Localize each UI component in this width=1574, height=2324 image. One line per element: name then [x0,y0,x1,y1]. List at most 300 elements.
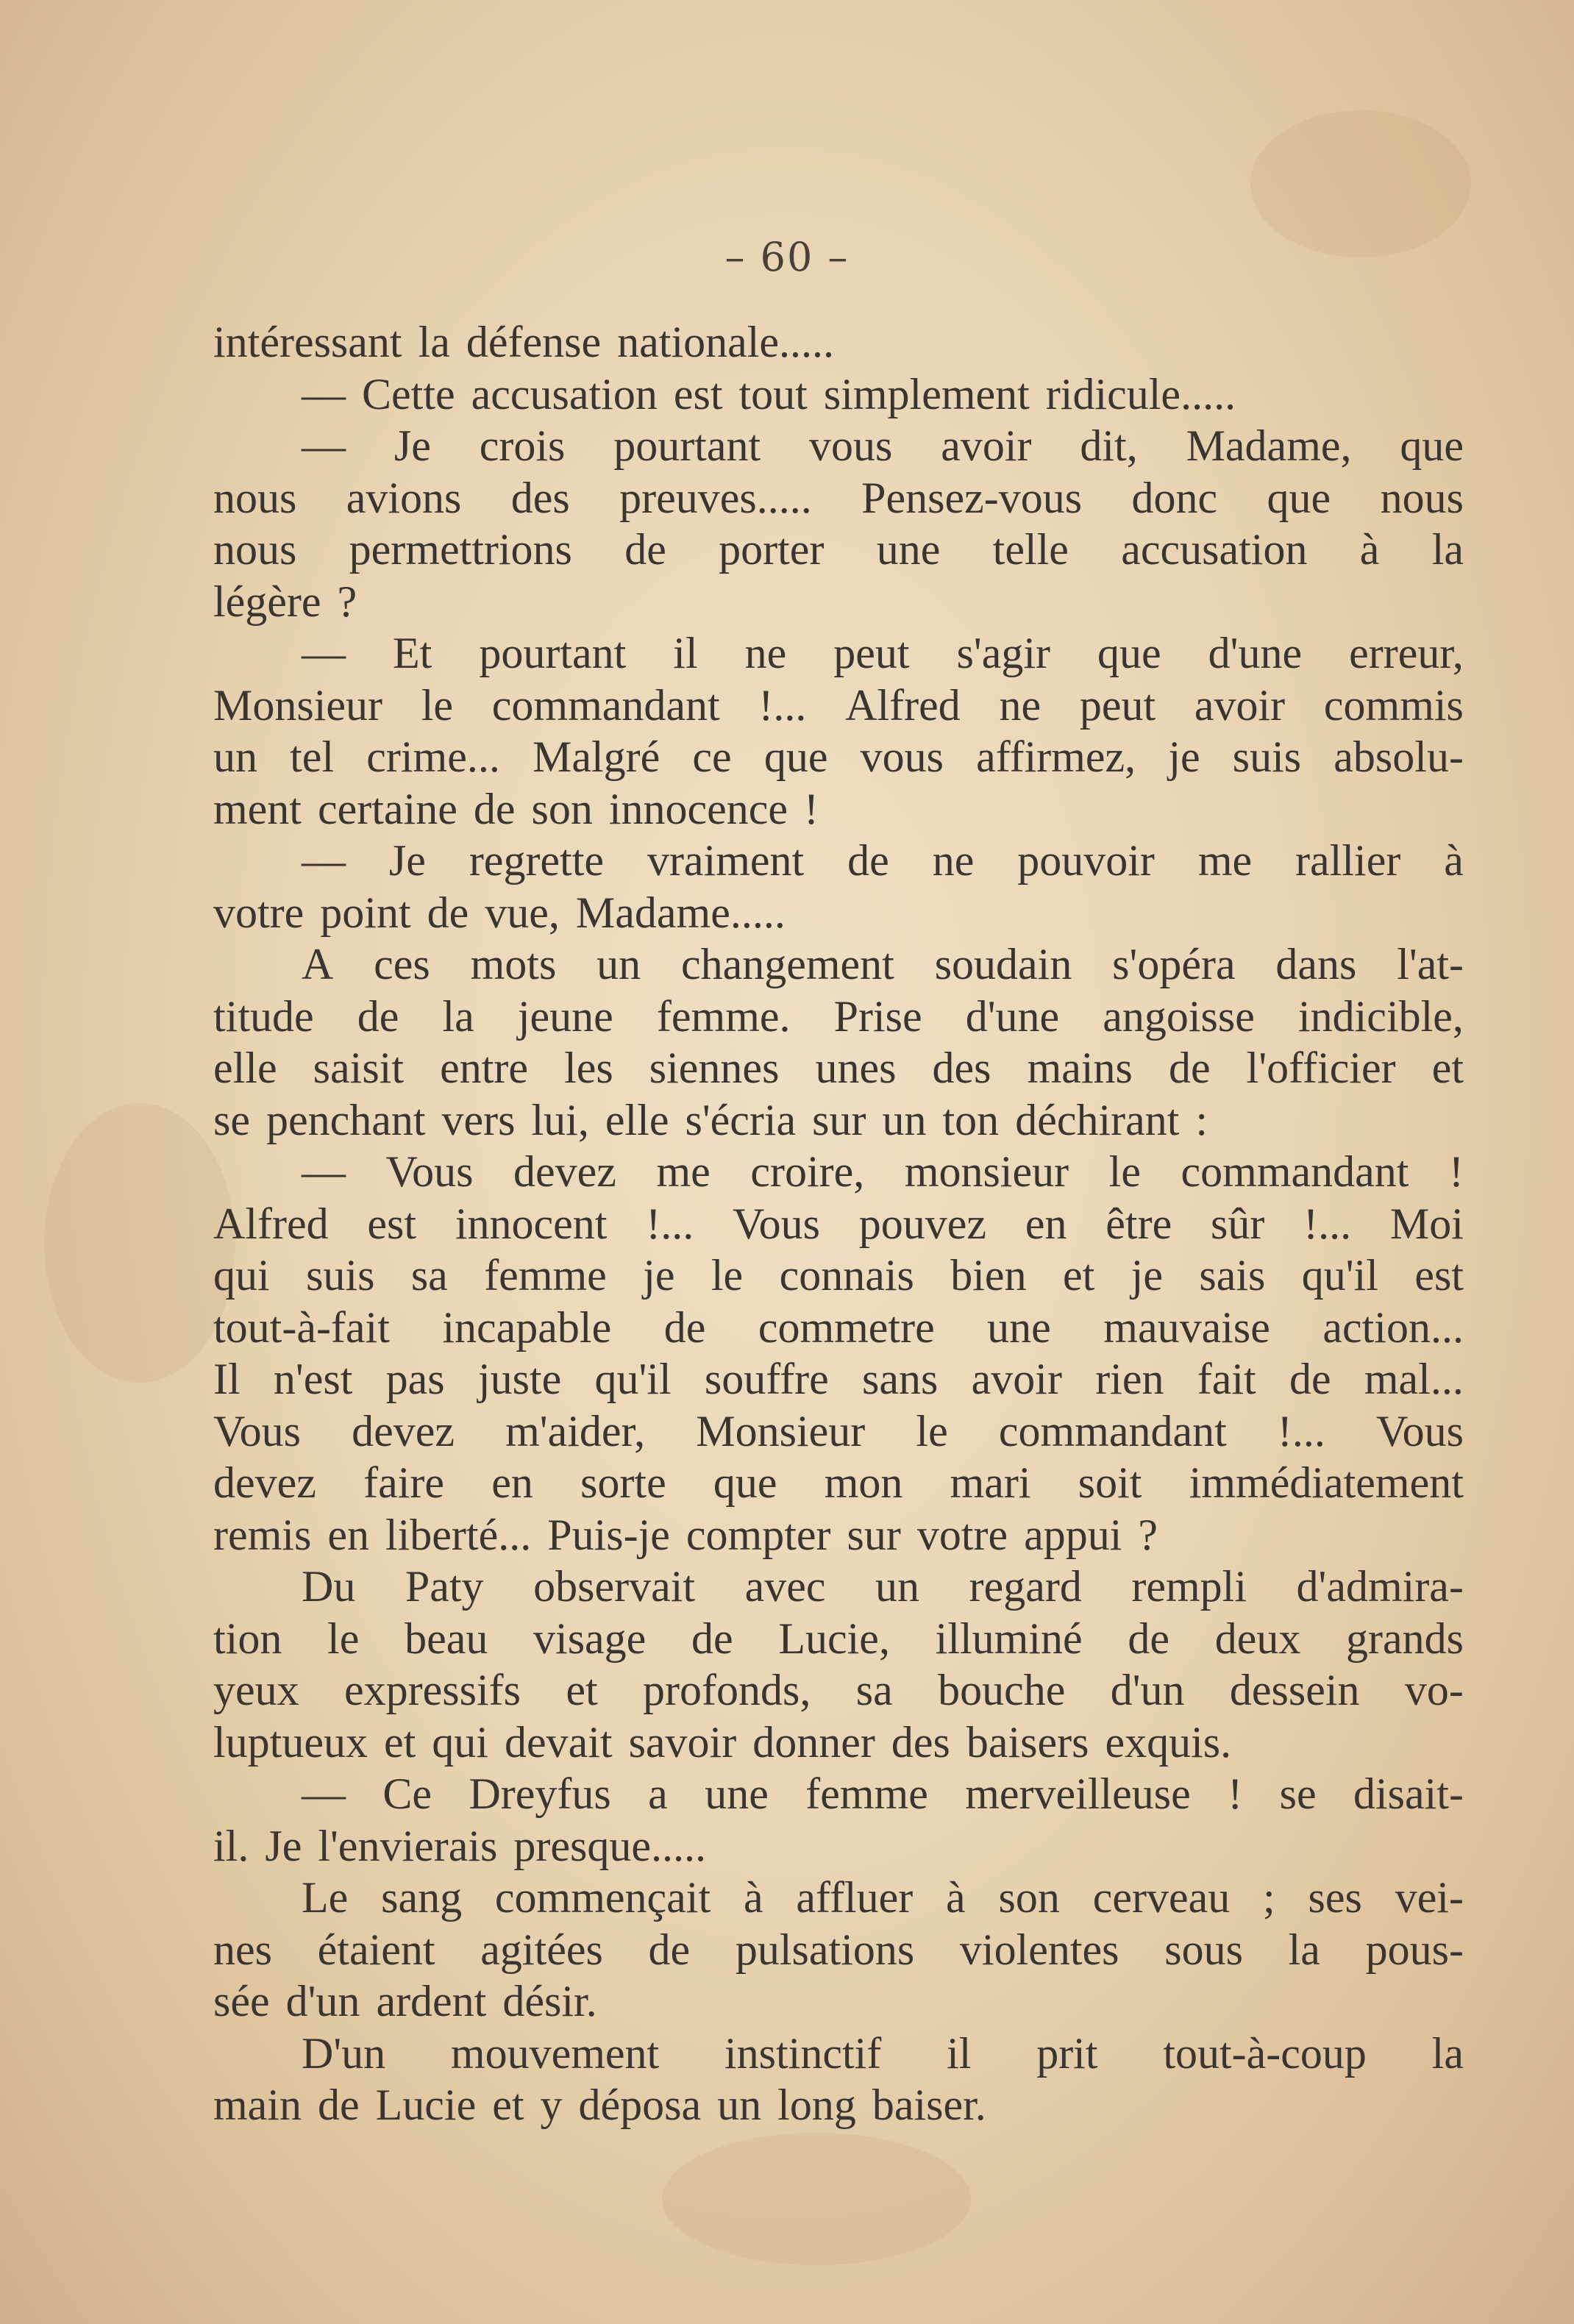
word: bouche [938,1666,1066,1714]
word: Vous [213,1406,301,1455]
word: action... [1322,1302,1464,1352]
word: suis [306,1251,375,1300]
word: sous [1164,1925,1243,1974]
word: s'opéra [1112,940,1236,988]
body-text [213,316,1464,2131]
word: juste [477,1355,562,1403]
word: de [847,836,889,885]
word: remis [213,1510,312,1559]
word: — [302,836,346,885]
word: Du [302,1562,356,1611]
word: Ce [382,1769,432,1818]
word: ment [213,784,302,833]
word: de [691,1614,733,1663]
word: se [1279,1769,1317,1818]
word: — [302,1769,346,1818]
word: donner [752,1717,875,1767]
word: devait [504,1717,613,1767]
text-line [213,680,1464,732]
word: tout-à-fait [213,1302,390,1352]
word: compter [685,1510,831,1559]
word: ; [1263,1873,1275,1922]
word: d'un [285,1977,360,2025]
text-line [213,1924,1464,1976]
word: il [947,2028,972,2078]
word: et [492,2081,524,2129]
word: pous- [1365,1925,1464,1974]
word: y [540,2081,563,2129]
word: soit [1078,1458,1142,1507]
paper-stain [662,2133,971,2265]
word: agitées [480,1925,603,1974]
word: et [383,1717,416,1767]
word: et [1431,1044,1464,1092]
word: A [302,940,334,988]
word: est [673,369,723,418]
text-line [213,2079,1464,2131]
text-line [213,887,1464,939]
word: mon [824,1458,903,1507]
word: intéressant [213,318,402,366]
word: vraiment [647,836,805,885]
word: de [663,1302,706,1352]
word: sa [410,1251,448,1300]
page-number: – 60 – [724,234,850,280]
text-line [213,1405,1464,1458]
word: rempli [1131,1562,1247,1611]
word: erreur, [1349,629,1464,677]
word: donc [1131,473,1218,522]
word: ses [1308,1873,1362,1922]
word: regrette [469,836,605,885]
word: déposa [578,2081,702,2129]
word: changement [680,940,894,988]
word: ces [374,940,430,988]
word: pulsations [735,1925,915,1974]
text-line [213,1717,1464,1769]
word: Pensez-vous [861,473,1083,522]
word: dessein [1229,1666,1360,1714]
word: avoir [971,1355,1062,1403]
text-line [213,1042,1464,1094]
word: que [1400,421,1464,470]
word: — [302,421,346,470]
word: de [427,888,469,937]
text-line [213,472,1464,524]
word: nous [1380,473,1464,522]
word: qui [213,1251,270,1300]
word: de [648,1925,691,1974]
word: fait [1197,1355,1256,1403]
word: d'un [1110,1666,1185,1714]
word: observait [533,1562,696,1611]
word: indicible, [1297,991,1464,1041]
word: saisit [313,1044,405,1092]
word: Puis-je [547,1510,670,1559]
word: affluer [796,1873,914,1922]
text-line [213,1613,1464,1665]
word: elle [213,1044,277,1092]
paper-stain [44,1103,235,1383]
word: Monsieur [213,680,382,730]
text-line [213,1975,1464,2028]
word: votre [916,1510,1008,1559]
word: déchirant [1015,1095,1180,1144]
word: ne [744,629,787,677]
word: innocent [455,1199,608,1248]
word: ne [999,680,1041,730]
word: yeux [213,1666,299,1714]
word: mouvement [450,2028,660,2078]
word: qu'il [594,1355,672,1403]
word: tel [290,733,335,781]
word: des [510,473,570,522]
word: accusation [1121,525,1308,574]
text-line [213,576,1464,628]
word: sais [1199,1251,1266,1300]
word: expressifs [344,1666,521,1714]
word: savoir [628,1717,737,1767]
word: merveilleuse [965,1769,1191,1818]
word: en [1025,1199,1067,1248]
word: siennes [649,1044,780,1092]
word: ! [1228,1769,1243,1818]
word: des [932,1044,991,1092]
text-line [213,1561,1464,1613]
word: ! [804,784,819,833]
text-line [213,627,1464,680]
word: suis [1232,733,1302,781]
word: Madame, [1186,421,1352,470]
word: dit, [1080,421,1138,470]
text-line [213,1509,1464,1561]
word: que [1097,629,1161,677]
word: instinctif [724,2028,882,2078]
text-line [213,1872,1464,1924]
word: unes [815,1044,897,1092]
word: Lucie [375,2081,477,2129]
word: baisers [966,1717,1089,1767]
word: nous [213,473,297,522]
word: avions [346,473,462,522]
text-line [213,1250,1464,1302]
word: de [317,2081,360,2129]
word: sang [381,1873,463,1922]
word: ne [932,836,975,885]
word: Alfred [213,1199,329,1248]
word: son [531,784,593,833]
word: désir. [502,1977,597,2025]
word: d'une [965,991,1060,1041]
word: rallier [1295,836,1401,885]
word: je [643,1251,675,1300]
word: le [711,1251,744,1300]
word: avoir [941,421,1032,470]
word: main [213,2081,302,2129]
word: d'une [1208,629,1303,677]
word: est [367,1199,417,1248]
word: de [1128,1614,1169,1663]
word: !... [646,1199,694,1248]
word: femme [805,1769,928,1818]
text-line [213,368,1464,421]
word: un [717,2081,762,2129]
word: peut [1079,680,1156,730]
word: l'at- [1397,940,1464,988]
word: à [946,1873,966,1922]
text-line [213,1302,1464,1354]
word: me [656,1147,711,1196]
word: pourtant [613,421,761,470]
word: en [327,1510,369,1559]
text-line [213,1768,1464,1820]
word: — [302,369,346,418]
word: appui [1024,1510,1122,1559]
word: liberté... [385,1510,532,1559]
word: vers [441,1095,516,1144]
word: il [673,629,698,677]
word: n'est [273,1355,353,1403]
word: faire [363,1458,445,1507]
word: de [473,784,516,833]
word: nes [213,1925,272,1974]
word: légère [213,577,321,626]
word: ? [337,577,357,626]
word: D'un [302,2028,386,2078]
word: vei- [1395,1873,1464,1922]
word: à [1359,525,1380,574]
word: tout [738,369,808,418]
word: mains [1027,1044,1133,1092]
word: sur [812,1095,866,1144]
word: illuminé [935,1614,1083,1663]
word: de [624,525,666,574]
word: nous [213,525,297,574]
word: je [1130,1251,1163,1300]
word: être [1105,1199,1172,1248]
word: violentes [959,1925,1119,1974]
word: disait- [1353,1769,1464,1818]
word: qu'il [1301,1251,1378,1300]
word: profonds, [643,1666,811,1714]
word: Paty [405,1562,484,1611]
word: s'écria [685,1095,797,1144]
word: étaient [317,1925,435,1974]
word: Et [393,629,432,677]
word: un [597,940,641,988]
word: luptueux [213,1717,368,1767]
word: accusation [471,369,658,418]
word: incapable [442,1302,612,1352]
word: Moi [1389,1199,1464,1248]
word: vue, [485,888,560,937]
text-line [213,2028,1464,2080]
word: elle [605,1095,669,1144]
word: mauvaise [1103,1302,1270,1352]
word: mari [950,1458,1031,1507]
word: l'officier [1246,1044,1396,1092]
text-line [213,420,1464,472]
word: vous [809,421,893,470]
text-line [213,316,1464,368]
word: que [763,733,828,781]
word: visage [533,1614,647,1663]
word: avec [744,1562,826,1611]
word: deux [1214,1614,1301,1663]
word: entre [440,1044,528,1092]
word: devez [513,1147,616,1196]
word: votre [213,888,305,937]
word: à [743,1873,763,1922]
word: mots [470,940,557,988]
word: un [875,1562,920,1611]
word: sans [862,1355,939,1403]
word: — [302,1147,346,1196]
word: que [1267,473,1331,522]
word: immédiatement [1189,1458,1464,1507]
word: pouvez [858,1199,987,1248]
word: Dreyfus [469,1769,611,1818]
word: un [213,733,257,781]
word: le [916,1406,948,1455]
word: s'agir [956,629,1051,677]
word: son [998,1873,1060,1922]
word: rien [1095,1355,1164,1403]
word: de [1289,1355,1331,1403]
word: sorte [580,1458,666,1507]
word: pas [385,1355,445,1403]
word: tout-à-coup [1163,2028,1367,2078]
word: — [302,629,346,677]
text-line [213,524,1464,576]
word: femme [484,1251,607,1300]
word: sur [847,1510,901,1559]
word: une [876,525,941,574]
word: la [442,991,474,1041]
word: : [1195,1095,1208,1144]
word: la [1431,525,1464,574]
word: Je [388,836,426,885]
word: de [1168,1044,1211,1092]
word: me [1197,836,1253,885]
word: sée [213,1977,270,2025]
word: la [418,318,450,366]
word: que [713,1458,777,1507]
word: beau [405,1614,488,1663]
word: la [1431,2028,1464,2078]
word: l'envierais [318,1821,498,1870]
word: bien [950,1251,1027,1300]
word: Alfred [845,680,961,730]
word: regard [969,1562,1082,1611]
word: titude [213,991,314,1041]
word: exquis. [1105,1717,1232,1767]
word: a [648,1769,668,1818]
word: Malgré [533,733,660,781]
word: en [491,1458,533,1507]
word: à [1444,836,1464,885]
word: Je [265,1821,302,1870]
text-line [213,731,1464,783]
word: crois [479,421,566,470]
word: Vous [385,1147,474,1196]
word: peut [833,629,910,677]
word: ardent [376,1977,487,2025]
word: de [357,991,399,1041]
word: le [327,1614,360,1663]
word: soudain [934,940,1072,988]
word: presque..... [513,1821,706,1870]
word: qui [432,1717,488,1767]
word: point [320,888,411,937]
text-line [213,1094,1464,1147]
word: monsieur [904,1147,1069,1196]
word: un [882,1095,927,1144]
word: sa [855,1666,893,1714]
text-line [213,991,1464,1043]
word: certaine [317,784,457,833]
word: commandant [1180,1147,1409,1196]
word: innocence [608,784,788,833]
word: se [213,1095,250,1144]
word: porter [719,525,825,574]
word: avoir [1194,680,1286,730]
word: Monsieur [696,1406,866,1455]
word: telle [992,525,1069,574]
word: Lucie, [778,1614,890,1663]
word: permettrions [349,525,572,574]
word: mal... [1364,1355,1464,1403]
text-line [213,1664,1464,1717]
word: commandant [491,680,720,730]
text-line [213,1820,1464,1872]
text-line [213,1457,1464,1509]
word: des [891,1717,950,1767]
text-line [213,938,1464,991]
word: Il [213,1355,241,1403]
word: commençait [494,1873,711,1922]
word: dans [1275,940,1357,988]
word: pourtant [479,629,627,677]
word: !... [1303,1199,1352,1248]
word: absolu- [1333,733,1464,781]
word: Je [394,421,431,470]
word: baiser. [872,2081,986,2129]
word: commis [1323,680,1464,730]
word: crime... [366,733,500,781]
text-line [213,1146,1464,1198]
word: une [705,1769,769,1818]
word: le [421,680,454,730]
word: la [1288,1925,1320,1974]
word: sûr [1211,1199,1265,1248]
word: devez [352,1406,455,1455]
word: ! [1448,1147,1464,1196]
text-line [213,783,1464,835]
word: prit [1036,2028,1098,2078]
word: simplement [823,369,1030,418]
word: femme. [656,991,791,1041]
word: une [987,1302,1051,1352]
word: ? [1138,1510,1158,1559]
text-line [213,1353,1464,1405]
word: et [566,1666,598,1714]
word: Vous [1376,1406,1464,1455]
word: le [1108,1147,1141,1196]
word: est [1414,1251,1464,1300]
word: long [777,2081,856,2129]
word: et [1062,1251,1095,1300]
